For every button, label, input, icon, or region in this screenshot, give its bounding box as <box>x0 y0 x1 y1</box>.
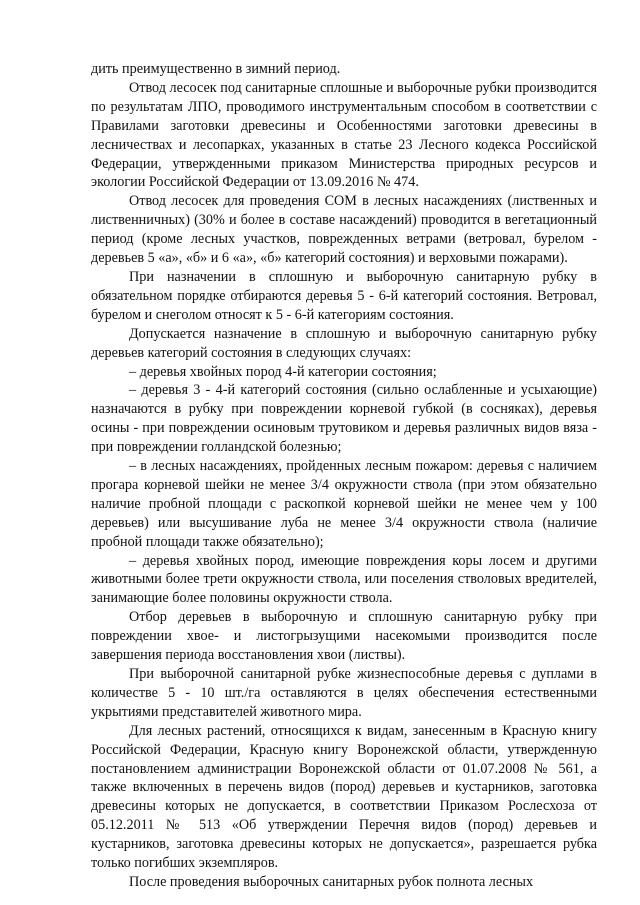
paragraph-deciduous-allotment: Отвод лесосек для проведения СОМ в лесных насаждениях (лиственных и лиственничных) (30% и более в составе насаждений) проводится в вегетационный период (кроме лесных участков, поврежденных ветрами (ветровал, бурелом - деревьев 5 «а», «б» и 6 «а», «б» категорий состояния) и верховыми пожарами). <box>91 193 597 267</box>
paragraph-permitted-cases: Допускается назначение в сплошную и выборочную санитарную рубку деревьев категорий состояния в следующих случаях: <box>91 325 597 361</box>
paragraph-allotment-procedure: Отвод лесосек под санитарные сплошные и выборочные рубки производится по результатам ЛПО, проводимого инструментальным способом в соответствии с Правилами заготовки древесины и Особенностями заготовки древесины в лесничествах и лесопарках, указанных в статье 23 Лесного кодекса Российской Федерации, утвержденными приказом Министерства природных ресурсов и экологии Российской Федерации от 13.09.2016 № 474. <box>91 79 597 191</box>
paragraph-insect-damage: Отбор деревьев в выборочную и сплошную санитарную рубку при повреждении хвое- и листогрызущими насекомыми производится после завершения периода восстановления хвои (листвы). <box>91 609 597 664</box>
document-body <box>91 60 597 892</box>
paragraph-after-thinning: После проведения выборочных санитарных рубок полнота лесных <box>129 873 534 890</box>
paragraph-hollow-trees: При выборочной санитарной рубке жизнеспособные деревья с дуплами в количестве 5 - 10 шт./га оставляются в целях обеспечения естественными укрытиями представителей животного мира. <box>91 666 597 720</box>
paragraph-red-book-species: Для лесных растений, относящихся к видам, занесенным в Красную книгу Российской Федерации, Красную книгу Воронежской области, утвержденную постановлением администрации Воронежской области от 01.07.2008 № 561, а также включенных в перечень видов (пород) деревьев и кустарников, заготовка древесины которых не допускается, в соответствии Приказом Рослесхоза от 05.12.2011 № 513 «Об утверждении Перечня видов (пород) деревьев и кустарников, заготовка древесины которых не допускается», разрешается рубка только погибших экземпляров. <box>91 722 597 872</box>
list-item-coniferous: – деревья хвойных пород 4-й категории состояния; <box>129 363 437 380</box>
list-item-root-fungus: – деревья 3 - 4-й категорий состояния (сильно ослабленные и усыхающие) назначаются в рубку при повреждении корневой губкой (в сосняках), деревья осины - при повреждении осиновым трутовиком и деревья различных видов вяза - при повреждении голландской болезнью; <box>91 382 597 456</box>
list-item-fire-damage: – в лесных насаждениях, пройденных лесным пожаром: деревья с наличием прогара корневой шейки не менее 3/4 окружности ствола (при этом обязательно наличие пробной площади с раскопкой корневой шейки не менее чем у 100 деревьев) или высушивание луба не менее 3/4 окружности ствола (наличие пробной площади также обязательно); <box>91 458 597 550</box>
paragraph-mandatory-selection: При назначении в сплошную и выборочную санитарную рубку в обязательном порядке отбираются деревья 5 - 6-й категорий состояния. Ветровал, бурелом и снеголом относят к 5 - 6-й категориям состояния. <box>91 268 597 323</box>
list-item-bark-damage: – деревья хвойных пород, имеющие повреждения коры лосем и другими животными более трети окружности ствола, или поселения стволовых вредителей, занимающие более половины окружности ствола. <box>91 552 597 607</box>
paragraph-continuation: дить преимущественно в зимний период. <box>91 61 341 77</box>
